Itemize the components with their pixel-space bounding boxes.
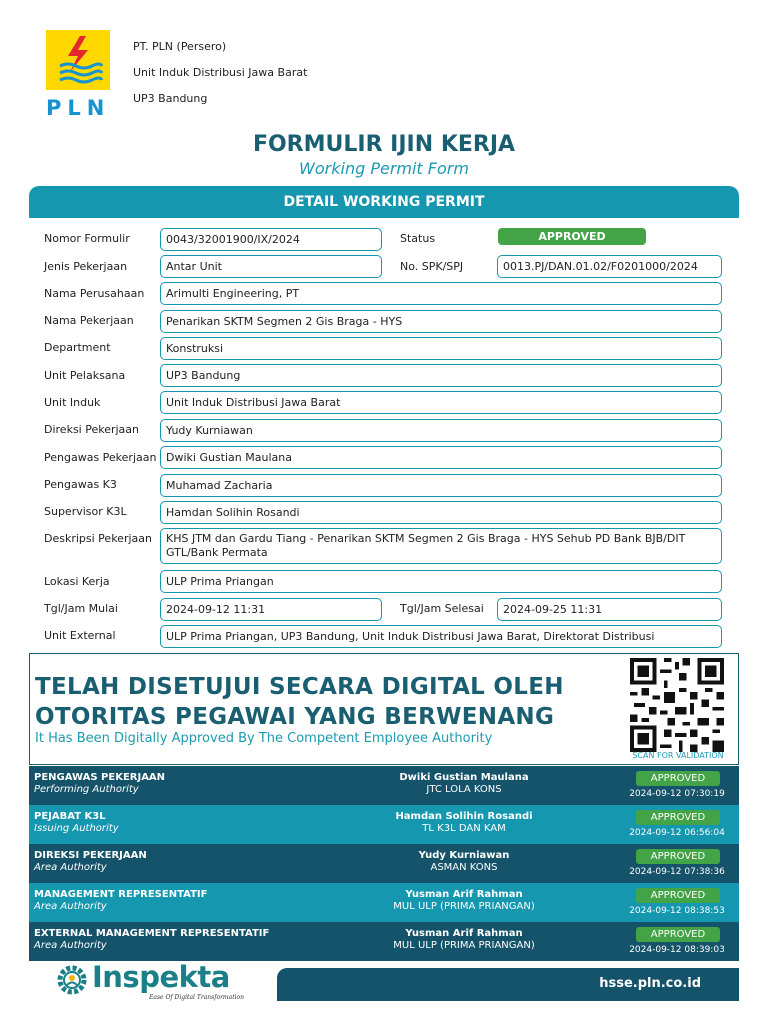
lokasi-field: ULP Prima Priangan (160, 570, 722, 593)
lokasi-label: Lokasi Kerja (44, 575, 110, 588)
pln-logo-text: PLN (46, 96, 111, 120)
scan-validation-text: SCAN FOR VALIDATION (632, 751, 724, 760)
approver-name: Hamdan Solihin Rosandi (395, 811, 533, 822)
external-field: ULP Prima Priangan, UP3 Bandung, Unit Induk Distribusi Jawa Barat, Direktorat Distribusi (160, 625, 722, 648)
approval-subtitle: It Has Been Digitally Approved By The Competent Employee Authority (35, 731, 493, 746)
jenis-field: Antar Unit (160, 255, 382, 278)
approval-timestamp: 2024-09-12 08:38:53 (629, 906, 725, 916)
approver-role: EXTERNAL MANAGEMENT REPRESENTATIF (34, 928, 270, 939)
pengawas-label: Pengawas Pekerjaan (44, 451, 157, 464)
approver-name: Yudy Kurniawan (418, 850, 510, 861)
approver-authority: Area Authority (34, 862, 107, 873)
approver-row (29, 844, 739, 883)
spk-field: 0013.PJ/DAN.01.02/F0201000/2024 (497, 255, 722, 278)
status-label: Status (400, 232, 436, 245)
approver-row (29, 805, 739, 844)
approver-authority: Performing Authority (34, 784, 139, 795)
approver-row (29, 922, 739, 961)
approval-timestamp: 2024-09-12 08:39:03 (629, 945, 725, 955)
unit-name: UP3 Bandung (133, 92, 208, 105)
pengawas-field: Dwiki Gustian Maulana (160, 446, 722, 469)
approver-row (29, 883, 739, 922)
perusahaan-label: Nama Perusahaan (44, 287, 145, 300)
department-field: Konstruksi (160, 337, 722, 360)
section-header: DETAIL WORKING PERMIT (29, 186, 739, 218)
page-title: FORMULIR IJIN KERJA (252, 132, 516, 157)
jenis-label: Jenis Pekerjaan (44, 260, 128, 273)
approver-job: MUL ULP (PRIMA PRIANGAN) (393, 901, 535, 912)
approval-timestamp: 2024-09-12 07:38:36 (629, 867, 725, 877)
supervisor-label: Supervisor K3L (44, 505, 127, 518)
approver-role: MANAGEMENT REPRESENTATIF (34, 889, 208, 900)
approver-job: TL K3L DAN KAM (422, 823, 506, 834)
approver-role: PENGAWAS PEKERJAAN (34, 772, 166, 783)
induk-field: Unit Induk Distribusi Jawa Barat (160, 391, 722, 414)
direksi-field: Yudy Kurniawan (160, 419, 722, 442)
direksi-label: Direksi Pekerjaan (44, 423, 140, 436)
approver-role: PEJABAT K3L (34, 811, 106, 822)
supervisor-field: Hamdan Solihin Rosandi (160, 501, 722, 524)
approved-badge: APPROVED (636, 771, 720, 786)
qr-code-icon[interactable] (628, 658, 726, 752)
approved-badge: APPROVED (636, 849, 720, 864)
org-info (133, 40, 307, 118)
approver-job: MUL ULP (PRIMA PRIANGAN) (393, 940, 535, 951)
approver-job: ASMAN KONS (430, 862, 498, 873)
footer-bar (277, 968, 739, 1001)
unit-induk-name: Unit Induk Distribusi Jawa Barat (133, 66, 308, 79)
approval-title (35, 672, 564, 732)
approver-authority: Area Authority (34, 940, 107, 951)
approval-timestamp: 2024-09-12 06:56:04 (629, 828, 725, 838)
k3-field: Muhamad Zacharia (160, 474, 722, 497)
perusahaan-field: Arimulti Engineering, PT (160, 282, 722, 305)
approved-badge: APPROVED (636, 927, 720, 942)
approval-title-line2: OTORITAS PEGAWAI YANG BERWENANG (35, 704, 555, 730)
spk-label: No. SPK/SPJ (400, 260, 464, 273)
footer-url-link[interactable]: hsse.pln.co.id (599, 976, 701, 991)
lightning-icon (46, 30, 110, 90)
approver-role: DIREKSI PEKERJAAN (34, 850, 147, 861)
mulai-label: Tgl/Jam Mulai (44, 602, 118, 615)
approver-authority: Area Authority (34, 901, 107, 912)
induk-label: Unit Induk (44, 396, 101, 409)
inspekta-brand: Inspekta (92, 960, 230, 994)
pelaksana-field: UP3 Bandung (160, 364, 722, 387)
pelaksana-label: Unit Pelaksana (44, 369, 126, 382)
approver-name: Yusman Arif Rahman (405, 928, 523, 939)
pekerjaan-field: Penarikan SKTM Segmen 2 Gis Braga - HYS (160, 310, 722, 333)
approver-job: JTC LOLA KONS (426, 784, 502, 795)
selesai-label: Tgl/Jam Selesai (400, 602, 484, 615)
approver-name: Yusman Arif Rahman (405, 889, 523, 900)
mulai-field: 2024-09-12 11:31 (160, 598, 382, 621)
k3-label: Pengawas K3 (44, 478, 117, 491)
company-name: PT. PLN (Persero) (133, 40, 227, 53)
page-subtitle: Working Permit Form (299, 159, 469, 178)
selesai-field: 2024-09-25 11:31 (497, 598, 722, 621)
inspekta-tagline: Ease Of Digital Transformation (149, 994, 245, 1001)
status-badge: APPROVED (498, 228, 646, 245)
approval-timestamp: 2024-09-12 07:30:19 (629, 789, 725, 799)
approved-badge: APPROVED (636, 810, 720, 825)
external-label: Unit External (44, 629, 116, 642)
approver-name: Dwiki Gustian Maulana (399, 772, 529, 783)
approver-authority: Issuing Authority (34, 823, 119, 834)
approval-banner (29, 653, 739, 765)
pekerjaan-label: Nama Pekerjaan (44, 314, 134, 327)
nomor-field: 0043/32001900/IX/2024 (160, 228, 382, 251)
pln-logo (46, 30, 110, 90)
gear-icon (54, 962, 90, 998)
approver-row (29, 766, 739, 805)
nomor-label: Nomor Formulir (44, 232, 130, 245)
deskripsi-field: KHS JTM dan Gardu Tiang - Penarikan SKTM Segmen 2 Gis Braga - HYS Sehub PD Bank BJB/DIT GTL/Bank Permata (160, 528, 722, 564)
deskripsi-label: Deskripsi Pekerjaan (44, 532, 152, 545)
inspekta-logo (54, 962, 254, 1006)
department-label: Department (44, 341, 111, 354)
approval-title-line1: TELAH DISETUJUI SECARA DIGITAL OLEH (35, 674, 564, 700)
approved-badge: APPROVED (636, 888, 720, 903)
